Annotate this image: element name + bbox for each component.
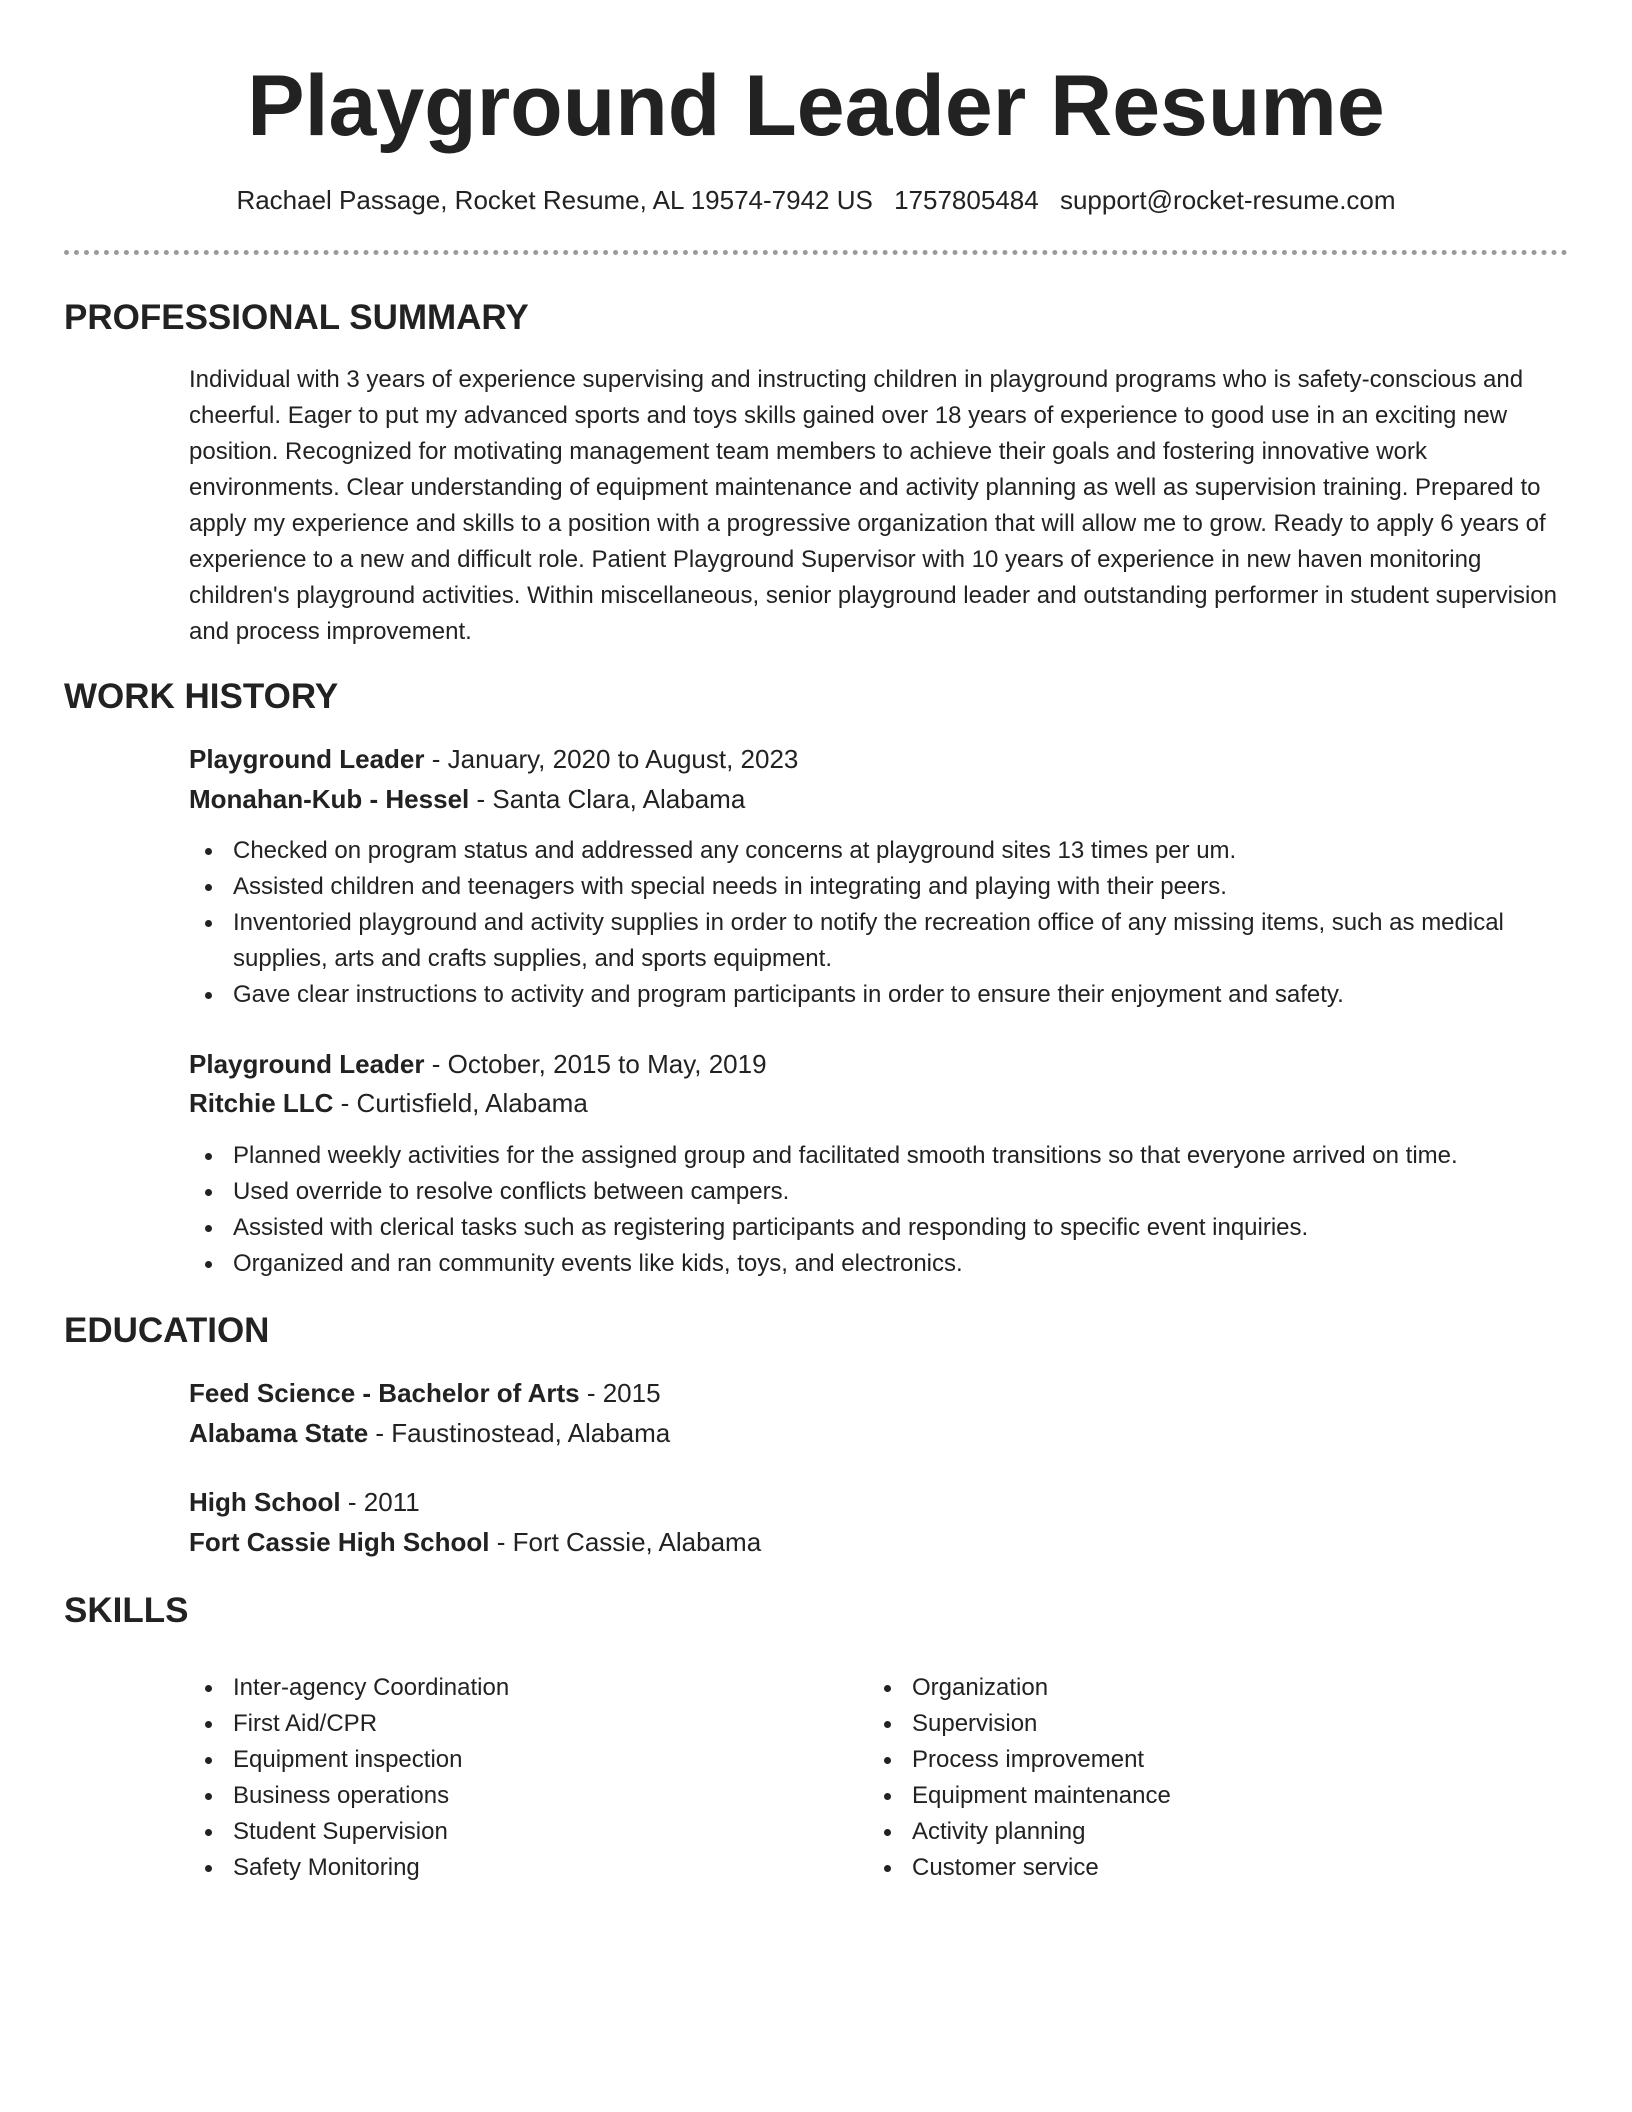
education-2-school-line bbox=[189, 1525, 761, 1559]
skill-item: Equipment inspection bbox=[189, 1742, 829, 1778]
job-1-bullets bbox=[189, 833, 1569, 1013]
list-item: Planned weekly activities for the assigned group and facilitated smooth transitions so that everyone arrived on time. bbox=[189, 1138, 1569, 1174]
job-1-title-line bbox=[189, 742, 798, 776]
contact-address: Rachael Passage, Rocket Resume, AL 19574-7942 US bbox=[236, 185, 873, 215]
list-item: Inventoried playground and activity supplies in order to notify the recreation office of any missing items, such as medical supplies, arts and crafts supplies, and sports equipment. bbox=[189, 905, 1569, 977]
education-heading: EDUCATION bbox=[64, 1311, 270, 1350]
skill-item: Inter-agency Coordination bbox=[189, 1670, 829, 1706]
job-1-title: Playground Leader bbox=[189, 744, 425, 774]
list-item: Checked on program status and addressed any concerns at playground sites 13 times per um. bbox=[189, 833, 1569, 869]
education-1-year: - 2015 bbox=[579, 1378, 661, 1408]
skills-list-left bbox=[189, 1670, 829, 1886]
job-2-dates: - October, 2015 to May, 2019 bbox=[424, 1049, 767, 1079]
skill-item: Customer service bbox=[868, 1850, 1508, 1886]
list-item: Gave clear instructions to activity and program participants in order to ensure their enjoyment and safety. bbox=[189, 977, 1569, 1013]
skill-item: Supervision bbox=[868, 1706, 1508, 1742]
skill-item: Student Supervision bbox=[189, 1814, 829, 1850]
job-2-company: Ritchie LLC bbox=[189, 1088, 334, 1118]
page-title: Playground Leader Resume bbox=[247, 58, 1385, 154]
header-divider bbox=[64, 250, 1568, 255]
skill-item: Equipment maintenance bbox=[868, 1778, 1508, 1814]
job-2-title-line bbox=[189, 1047, 767, 1081]
education-2-school: Fort Cassie High School bbox=[189, 1527, 490, 1557]
skills-list-right bbox=[868, 1670, 1508, 1886]
job-2-title: Playground Leader bbox=[189, 1049, 425, 1079]
list-item: Used override to resolve conflicts between campers. bbox=[189, 1174, 1569, 1210]
skill-item: Activity planning bbox=[868, 1814, 1508, 1850]
list-item: Assisted children and teenagers with special needs in integrating and playing with their peers. bbox=[189, 869, 1569, 905]
job-2-company-line bbox=[189, 1086, 588, 1120]
education-2-degree-line bbox=[189, 1485, 420, 1519]
job-2-location: - Curtisfield, Alabama bbox=[333, 1088, 588, 1118]
summary-text: Individual with 3 years of experience supervising and instructing children in playground programs who is safety-conscious and cheerful. Eager to put my advanced sports and toys skills gained over 18 years of experience to good use in an exciting new position. Recognized for motivating management team members to achieve their goals and fostering innovative work environments. Clear understanding of equipment maintenance and activity planning as well as supervision training. Prepared to apply my experience and skills to a position with a progressive organization that will allow me to grow. Ready to apply 6 years of experience to a new and difficult role. Patient Playground Supervisor with 10 years of experience in new haven monitoring children's playground activities. Within miscellaneous, senior playground leader and outstanding performer in student supervision and process improvement. bbox=[189, 366, 1557, 645]
contact-phone: 1757805484 bbox=[894, 185, 1039, 215]
summary-heading: PROFESSIONAL SUMMARY bbox=[64, 298, 529, 337]
job-1-company: Monahan-Kub - Hessel bbox=[189, 784, 470, 814]
education-2-location: - Fort Cassie, Alabama bbox=[489, 1527, 762, 1557]
skills-heading: SKILLS bbox=[64, 1591, 189, 1630]
skill-item: Safety Monitoring bbox=[189, 1850, 829, 1886]
work-history-heading: WORK HISTORY bbox=[64, 677, 339, 716]
job-1-dates: - January, 2020 to August, 2023 bbox=[424, 744, 799, 774]
education-1-school: Alabama State bbox=[189, 1418, 369, 1448]
skill-item: Organization bbox=[868, 1670, 1508, 1706]
education-1-school-line bbox=[189, 1416, 670, 1450]
education-2-degree: High School bbox=[189, 1487, 341, 1517]
contact-line bbox=[0, 184, 1632, 216]
job-1-location: - Santa Clara, Alabama bbox=[469, 784, 746, 814]
job-1-company-line bbox=[189, 782, 745, 816]
skill-item: Business operations bbox=[189, 1778, 829, 1814]
skill-item: Process improvement bbox=[868, 1742, 1508, 1778]
skill-item: First Aid/CPR bbox=[189, 1706, 829, 1742]
education-1-location: - Faustinostead, Alabama bbox=[368, 1418, 671, 1448]
education-2-year: - 2011 bbox=[340, 1487, 420, 1517]
job-2-bullets bbox=[189, 1138, 1569, 1282]
contact-email: support@rocket-resume.com bbox=[1059, 185, 1396, 215]
education-1-degree-line bbox=[189, 1376, 661, 1410]
education-1-degree: Feed Science - Bachelor of Arts bbox=[189, 1378, 580, 1408]
list-item: Assisted with clerical tasks such as registering participants and responding to specific event inquiries. bbox=[189, 1210, 1569, 1246]
list-item: Organized and ran community events like kids, toys, and electronics. bbox=[189, 1246, 1569, 1282]
